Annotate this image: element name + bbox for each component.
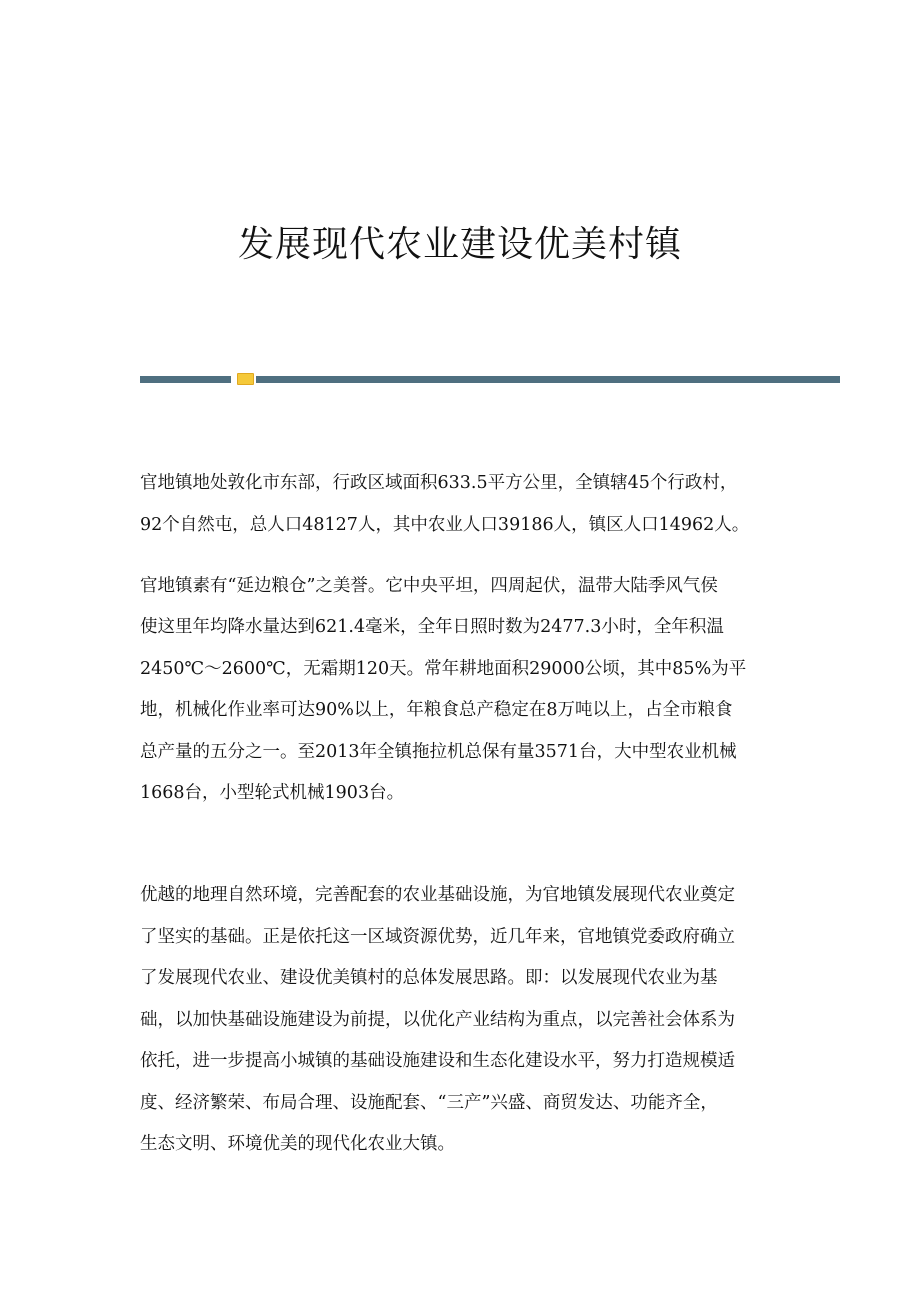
paragraph-line: 了坚实的基础。正是依托这一区域资源优势，近几年来，官地镇党委政府确立 bbox=[140, 927, 735, 947]
document-title: 发展现代农业建设优美村镇 bbox=[237, 224, 682, 265]
paragraph-line: 度、经济繁荣、布局合理、设施配套、“三产”兴盛、商贸发达、功能齐全， bbox=[140, 1093, 718, 1113]
paragraph-line: 础，以加快基础设施建设为前提，以优化产业结构为重点，以完善社会体系为 bbox=[140, 1010, 735, 1030]
paragraph-line: 地，机械化作业率可达90%以上，年粮食总产稳定在8万吨以上，占全市粮食 bbox=[140, 700, 733, 720]
paragraph-line: 优越的地理自然环境，完善配套的农业基础设施，为官地镇发展现代农业奠定 bbox=[140, 885, 735, 905]
paragraph-line: 了发展现代农业、建设优美镇村的总体发展思路。即：以发展现代农业为基 bbox=[140, 968, 718, 988]
paragraph-line: 2450℃～2600℃，无霜期120天。常年耕地面积29000公顷，其中85%为平 bbox=[140, 659, 747, 679]
paragraph-line: 总产量的五分之一。至2013年全镇拖拉机总保有量3571台，大中型农业机械 bbox=[140, 742, 737, 762]
divider-right bbox=[256, 376, 840, 383]
paragraph-line: 生态文明、环境优美的现代化农业大镇。 bbox=[140, 1134, 455, 1154]
paragraph-line: 依托，进一步提高小城镇的基础设施建设和生态化建设水平，努力打造规模适 bbox=[140, 1051, 735, 1071]
paragraph-line: 92个自然屯，总人口48127人，其中农业人口39186人，镇区人口14962人。 bbox=[140, 515, 750, 535]
paragraph-line: 1668台，小型轮式机械1903台。 bbox=[140, 783, 405, 803]
paragraph-line: 官地镇素有“延边粮仓”之美誉。它中央平坦，四周起伏，温带大陆季风气侯 bbox=[140, 576, 718, 596]
paragraph-line: 使这里年均降水量达到621.4毫米，全年日照时数为2477.3小时，全年积温 bbox=[140, 617, 724, 637]
paragraph-line: 官地镇地处敦化市东部，行政区域面积633.5平方公里，全镇辖45个行政村， bbox=[140, 473, 738, 493]
divider-left bbox=[140, 376, 231, 383]
divider-ornament-icon bbox=[237, 373, 254, 385]
